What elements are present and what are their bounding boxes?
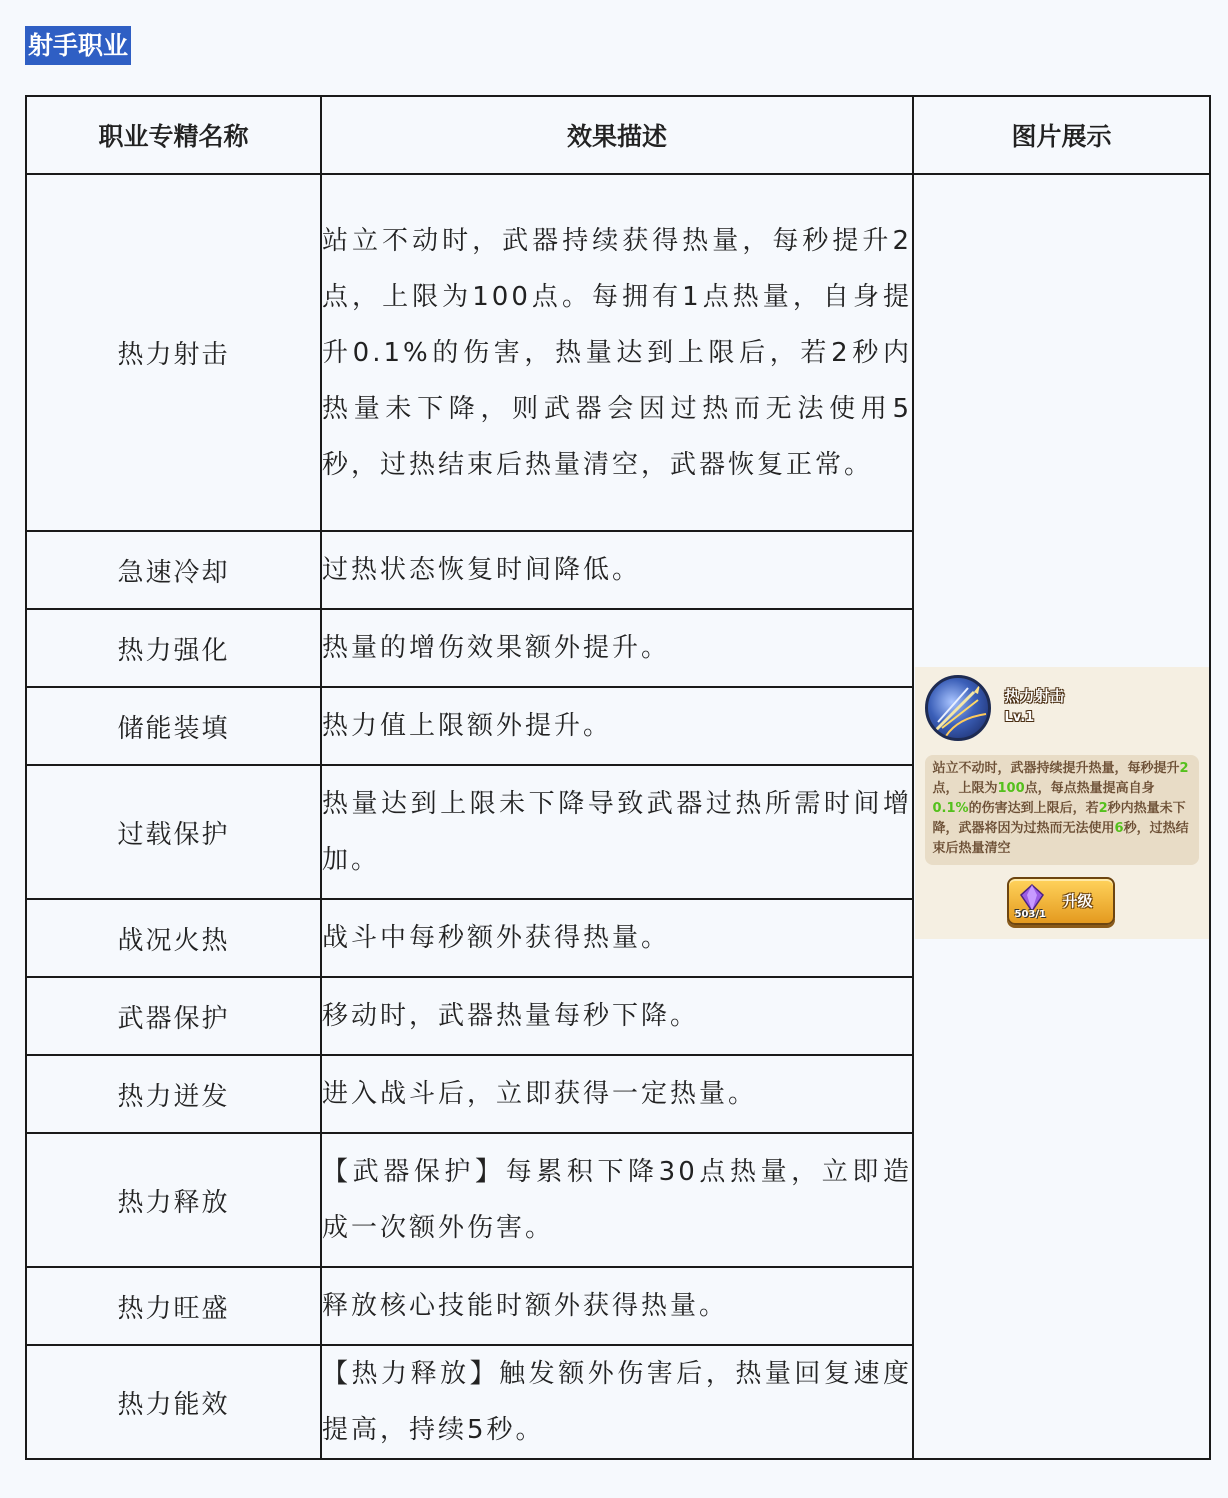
spec-name: 战况火热 (26, 899, 321, 977)
table-header-row (26, 96, 1210, 174)
spec-desc: 热量的增伤效果额外提升。 (321, 609, 913, 687)
upgrade-button[interactable] (1007, 877, 1115, 925)
spec-name: 热力射击 (26, 174, 321, 531)
skill-card-title: 热力射击 (1004, 686, 1065, 705)
desc-text: 点，上限为 (932, 780, 998, 796)
desc-text: 秒内热量未下降，武器将因为过热而无法使用 (932, 800, 1186, 836)
skill-card-desc (925, 755, 1199, 865)
image-cell (913, 174, 1210, 1459)
spec-name: 热力旺盛 (26, 1267, 321, 1345)
desc-value: 100 (997, 780, 1025, 796)
desc-value: 0.1% (932, 800, 969, 816)
specialization-table (25, 95, 1211, 1460)
header-name: 职业专精名称 (26, 96, 321, 174)
spec-desc: 战斗中每秒额外获得热量。 (321, 899, 913, 977)
spec-name: 热力迸发 (26, 1055, 321, 1133)
spec-name: 热力释放 (26, 1133, 321, 1267)
gem-count: 503/1 (1014, 908, 1046, 920)
desc-text: 站立不动时，武器持续提升热量，每秒提升 (932, 760, 1180, 776)
spec-name: 过载保护 (26, 765, 321, 899)
desc-value: 6 (1114, 820, 1124, 836)
section-title: 射手职业 (25, 26, 131, 65)
spec-name: 热力强化 (26, 609, 321, 687)
skill-card (915, 667, 1209, 939)
desc-text: 秒，过热结束后热量清空 (932, 820, 1189, 856)
spec-desc: 释放核心技能时额外获得热量。 (321, 1267, 913, 1345)
upgrade-label: 升级 (1062, 891, 1093, 910)
spec-desc: 进入战斗后，立即获得一定热量。 (321, 1055, 913, 1133)
spec-name: 储能装填 (26, 687, 321, 765)
desc-value: 2 (1098, 800, 1108, 816)
desc-text: 点，每点热量提高自身 (1024, 780, 1155, 796)
header-desc: 效果描述 (321, 96, 913, 174)
spec-desc: 过热状态恢复时间降低。 (321, 531, 913, 609)
spec-desc: 站立不动时，武器持续获得热量，每秒提升2点，上限为100点。每拥有1点热量，自身提升0.1%的伤害，热量达到上限后，若2秒内热量未下降，则武器会因过热而无法使用5秒，过热结束后热量清空，武器恢复正常。 (321, 174, 913, 531)
spec-desc: 热力值上限额外提升。 (321, 687, 913, 765)
spec-desc: 热量达到上限未下降导致武器过热所需时间增加。 (321, 765, 913, 899)
desc-text: 的伤害达到上限后，若 (968, 800, 1099, 816)
spec-desc: 移动时，武器热量每秒下降。 (321, 977, 913, 1055)
archer-arrow-icon (925, 675, 991, 741)
desc-value: 2 (1179, 760, 1189, 776)
skill-card-level: Lv.1 (1004, 709, 1035, 725)
spec-name: 热力能效 (26, 1345, 321, 1459)
spec-desc: 【武器保护】每累积下降30点热量，立即造成一次额外伤害。 (321, 1133, 913, 1267)
header-image: 图片展示 (913, 96, 1210, 174)
spec-name: 武器保护 (26, 977, 321, 1055)
spec-name: 急速冷却 (26, 531, 321, 609)
spec-desc: 【热力释放】触发额外伤害后，热量回复速度提高，持续5秒。 (321, 1345, 913, 1459)
table-row (26, 174, 1210, 531)
